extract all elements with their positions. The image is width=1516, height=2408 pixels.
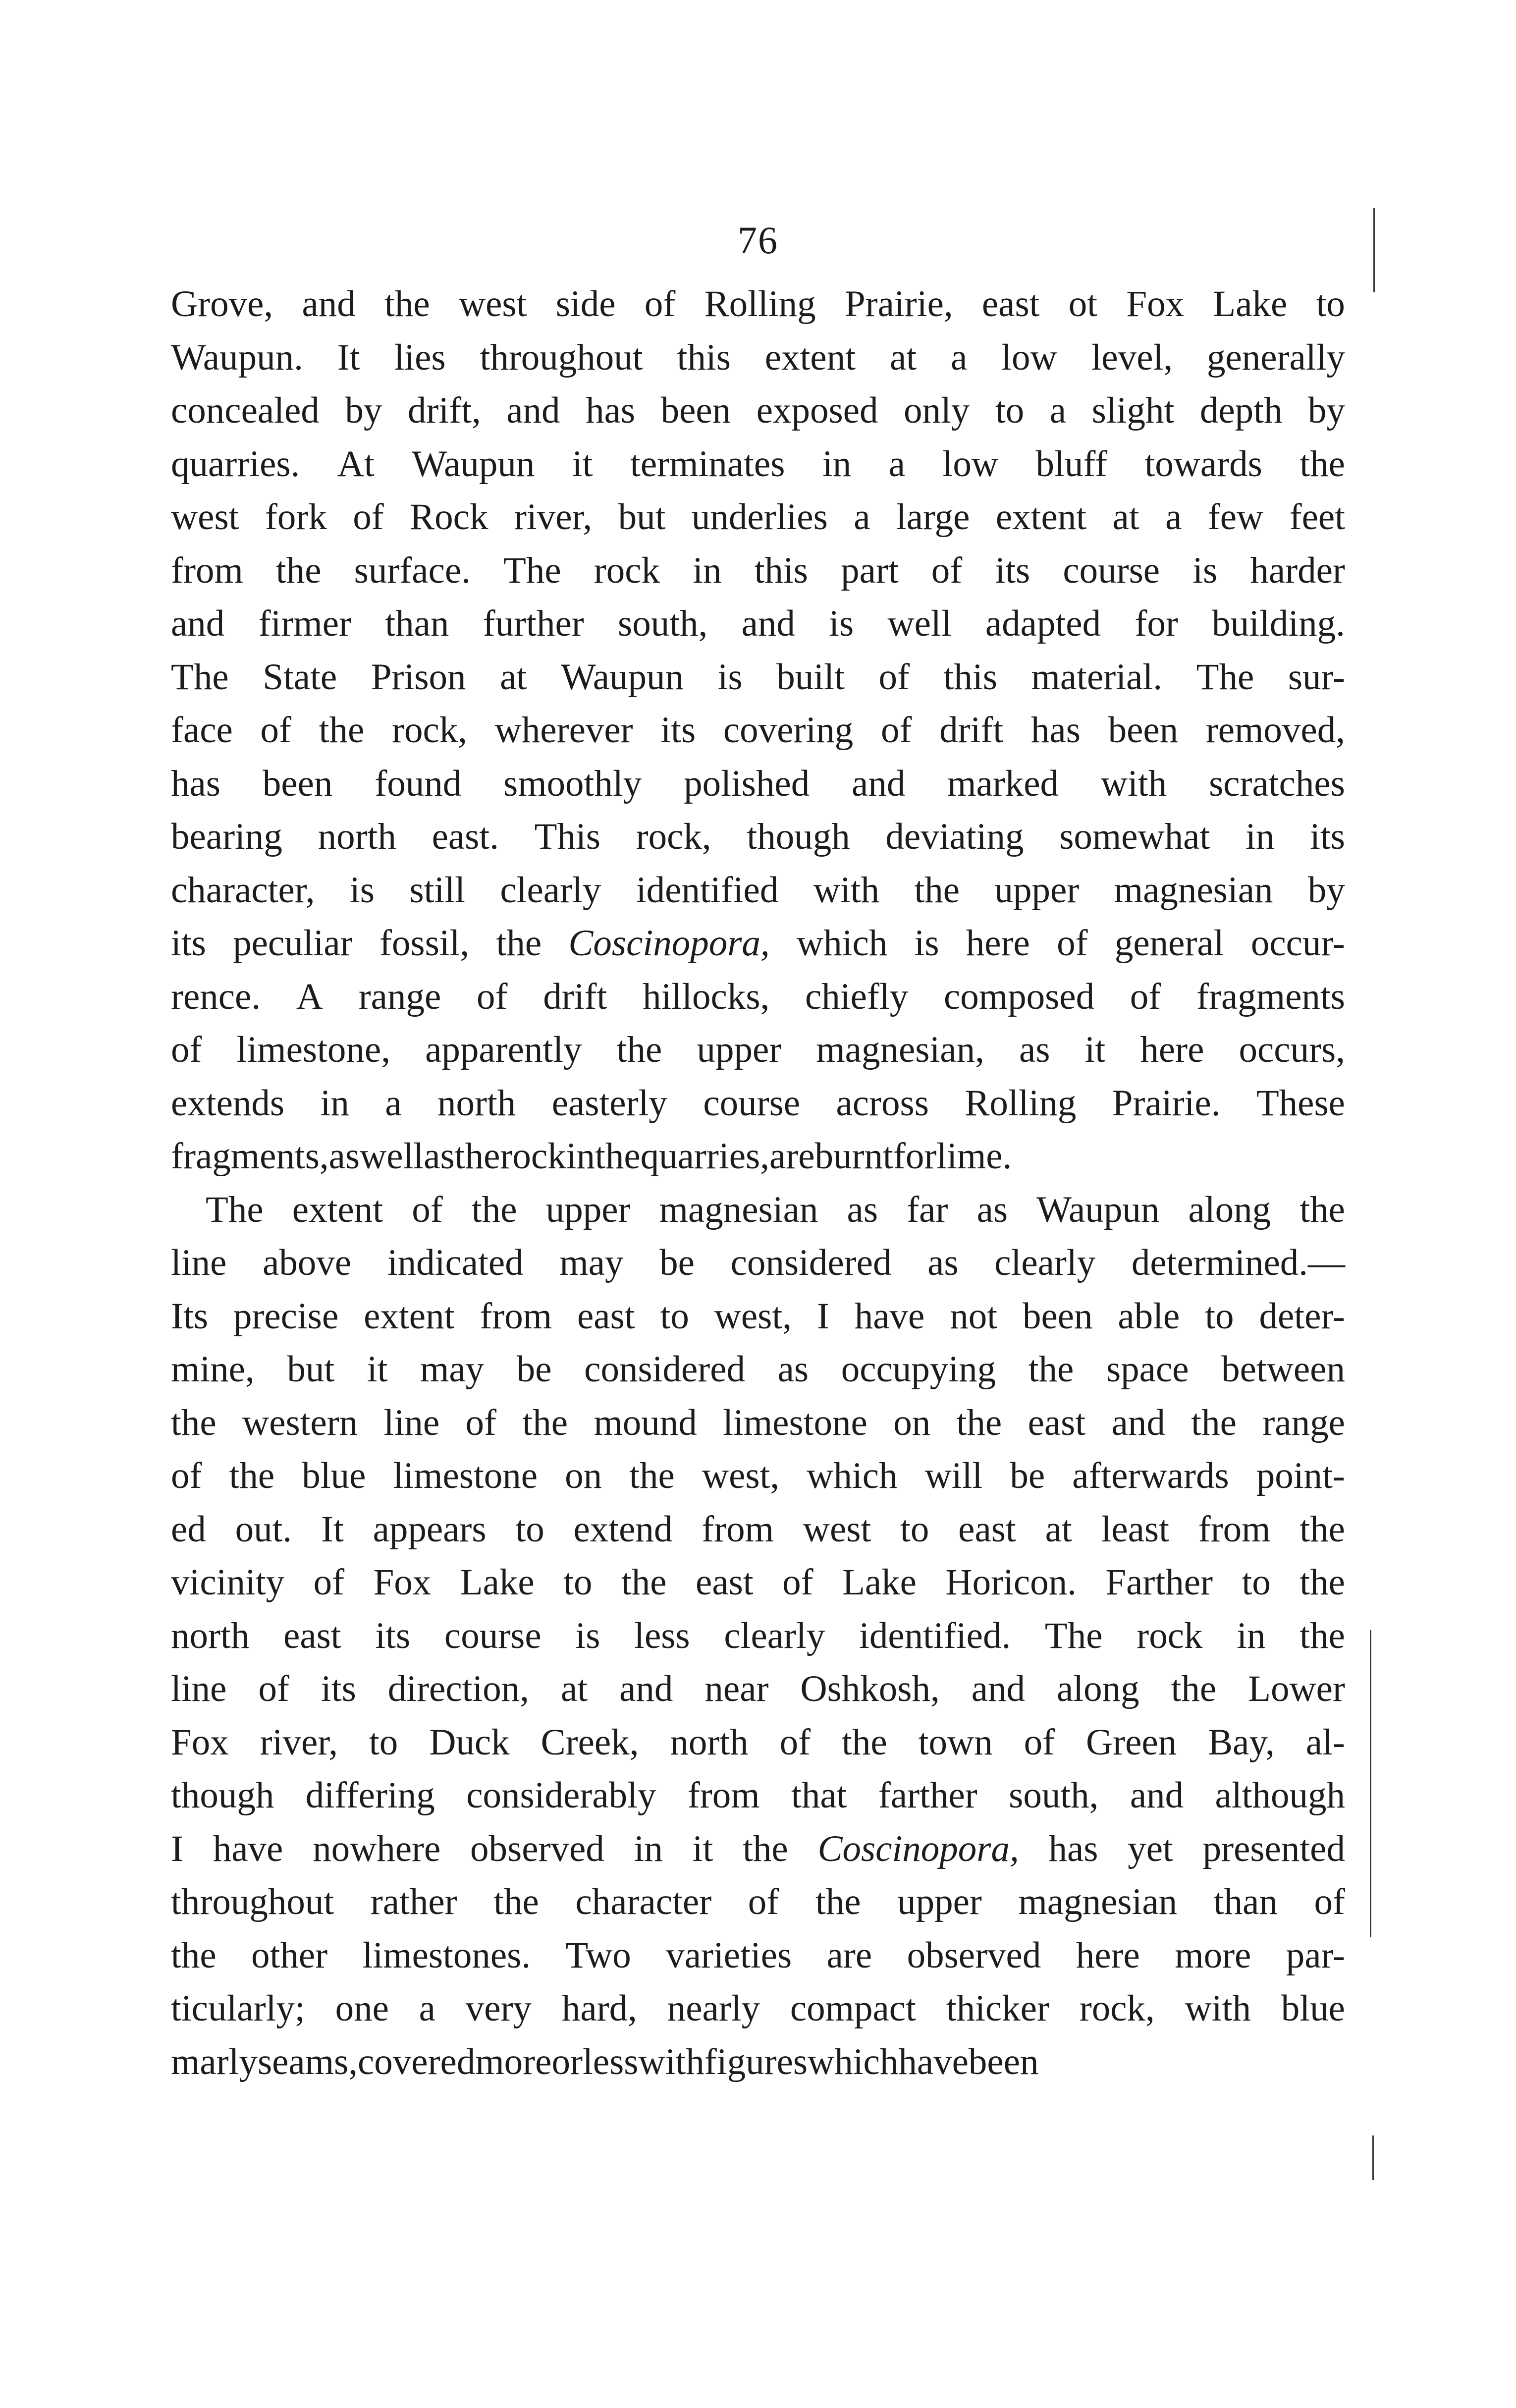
text-line: fragments, as well as the rock in the quarries, are burnt for lime. [171,1136,1012,1177]
text-line: west fork of Rock river, but underlies a large extent at a few feet [171,496,1345,538]
body-text [171,277,1345,2088]
text-line: extends in a north easterly course across Rolling Prairie. These [171,1082,1345,1124]
paragraph [171,277,1345,1183]
text-line: marly seams, covered more or less with figures which have been [171,2041,1039,2082]
text-line: though differing considerably from that farther south, and although [171,1775,1345,1816]
page-number: 76 [738,219,778,262]
text-line: Grove, and the west side of Rolling Prairie, east ot Fox Lake to [171,283,1345,325]
text-line: mine, but it may be considered as occupying the space between [171,1349,1345,1390]
text-line: ticularly; one a very hard, nearly compact thicker rock, with blue [171,1988,1345,2029]
text-line: The extent of the upper magnesian as far as Waupun along the [206,1189,1345,1230]
text-line: Waupun. It lies throughout this extent at a low level, generally [171,336,1345,378]
text-line: I have nowhere observed in it the Coscinopora, has yet presented [171,1828,1345,1869]
text-line: north east its course is less clearly identified. The rock in the [171,1615,1345,1656]
text-line: vicinity of Fox Lake to the east of Lake Horicon. Farther to the [171,1562,1345,1603]
text-line: throughout rather the character of the upper magnesian than of [171,1881,1345,1922]
text-line: character, is still clearly identified with the upper magnesian by [171,869,1345,911]
text-line: from the surface. The rock in this part of its course is harder [171,549,1345,591]
text-line: Its precise extent from east to west, I have not been able to deter- [171,1295,1345,1337]
text-line: concealed by drift, and has been exposed only to a slight depth by [171,390,1345,431]
text-line: the other limestones. Two varieties are observed here more par- [171,1934,1345,1976]
text-line: The State Prison at Waupun is built of this material. The sur- [171,656,1345,698]
text-line: rence. A range of drift hillocks, chiefly composed of fragments [171,976,1345,1017]
text-line: and firmer than further south, and is well adapted for building. [171,603,1345,644]
text-line: Fox river, to Duck Creek, north of the town of Green Bay, al- [171,1721,1345,1763]
text-line: line of its direction, at and near Oshkosh, and along the Lower [171,1668,1345,1709]
text-line: its peculiar fossil, the Coscinopora, which is here of general occur- [171,923,1345,964]
text-line: the western line of the mound limestone on the east and the range [171,1402,1345,1443]
text-line: ed out. It appears to extend from west to east at least from the [171,1508,1345,1550]
text-line: bearing north east. This rock, though deviating somewhat in its [171,816,1345,857]
text-line: line above indicated may be considered as clearly determined.— [171,1242,1345,1283]
margin-mark [1373,208,1375,292]
text-line: of limestone, apparently the upper magnesian, as it here occurs, [171,1029,1345,1070]
text-line: face of the rock, wherever its covering of drift has been removed, [171,710,1345,751]
margin-mark [1370,1630,1371,1937]
text-line: has been found smoothly polished and marked with scratches [171,763,1345,804]
text-line: quarries. At Waupun it terminates in a low bluff towards the [171,443,1345,485]
text-line: of the blue limestone on the west, which will be afterwards point- [171,1455,1345,1496]
margin-mark [1372,2135,1374,2180]
paragraph [171,1183,1345,2089]
